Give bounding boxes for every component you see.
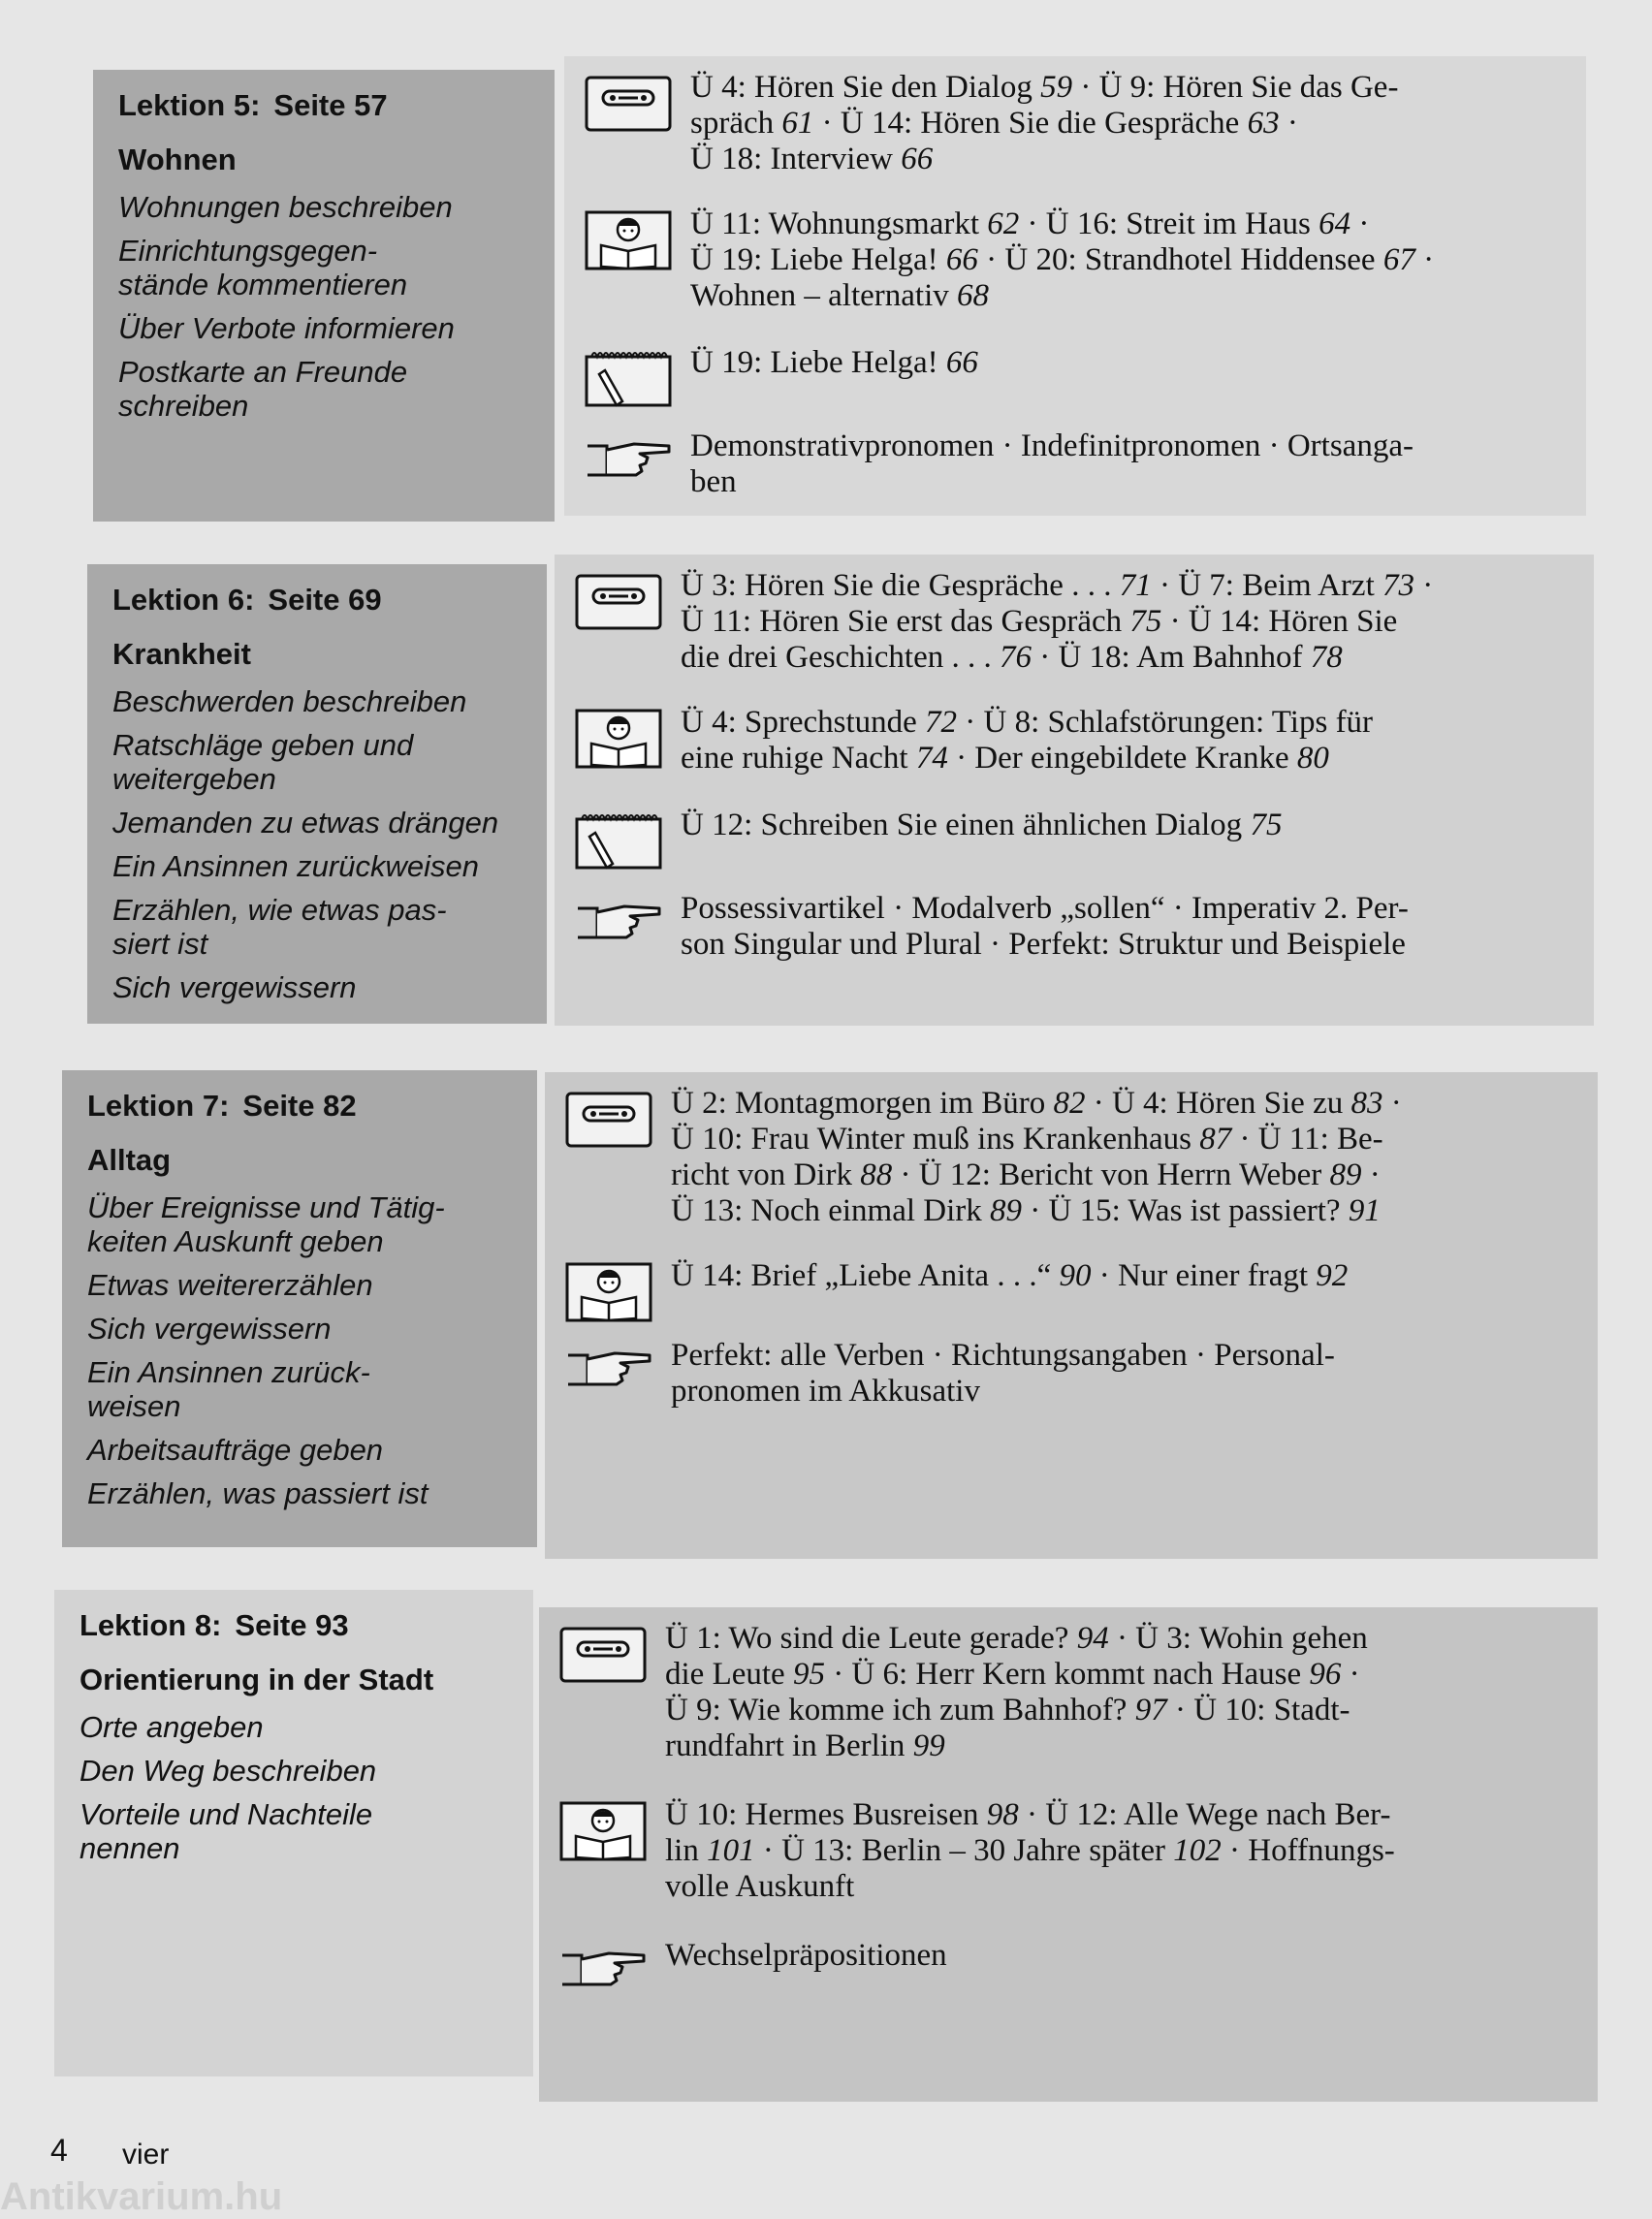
lesson-7-goal: Ein Ansinnen zurück- weisen	[87, 1355, 370, 1423]
watermark: Antikvarium.hu	[0, 2175, 283, 2218]
reading-child-icon	[564, 1262, 653, 1322]
lesson-8-activities	[539, 1607, 1598, 2102]
lesson-6-goal: Sich vergewissern	[112, 970, 357, 1004]
lesson-5-heading: Lektion 5: Seite 57	[118, 88, 388, 122]
lesson-5-activities	[564, 56, 1586, 516]
lesson-5-goal: Über Verbote informieren	[118, 311, 455, 345]
cassette-icon	[584, 74, 673, 134]
lesson-7-goal: Etwas weitererzählen	[87, 1268, 373, 1302]
reading-child-icon	[574, 709, 663, 769]
pointing-hand-icon	[574, 895, 663, 955]
lesson-8-goal: Orte angeben	[79, 1710, 264, 1744]
lesson-8-topic: Orientierung in der Stadt	[79, 1663, 434, 1696]
lesson-5-topic: Wohnen	[118, 143, 237, 176]
lesson-8-heading: Lektion 8: Seite 93	[79, 1608, 349, 1642]
lesson-6-activities	[555, 555, 1594, 1026]
lesson-6-grammar: Possessivartikel · Modalverb „sollen“ · Imperativ 2. Per- son Singular und Plural · Perfekt: Struktur und Beispiele	[574, 891, 1571, 963]
cassette-icon	[574, 572, 663, 632]
lesson-6-goal: Jemanden zu etwas drängen	[112, 806, 499, 840]
lesson-6-goal: Ratschläge geben und weitergeben	[112, 728, 414, 796]
lesson-5-writing: Ü 19: Liebe Helga! 66	[584, 345, 1563, 405]
lesson-6-listening: Ü 3: Hören Sie die Gespräche . . . 71 · Ü 7: Beim Arzt 73 · Ü 11: Hören Sie erst das Gespräch 75 · Ü 14: Hören Sie die drei Geschichten . . . 76 · Ü 18: Am Bahnhof 78	[574, 568, 1571, 676]
lesson-6-topic: Krankheit	[112, 637, 251, 671]
notepad-pencil-icon	[574, 811, 663, 872]
lesson-7-topic: Alltag	[87, 1143, 172, 1177]
lesson-8-reading: Ü 10: Hermes Busreisen 98 · Ü 12: Alle Wege nach Ber- lin 101 · Ü 13: Berlin – 30 Jahre später 102 · Hoffnungs- volle Auskunft	[558, 1797, 1574, 1905]
lesson-7-heading: Lektion 7: Seite 82	[87, 1089, 357, 1123]
lesson-7-goal: Über Ereignisse und Tätig- keiten Auskunft geben	[87, 1190, 445, 1258]
lesson-7-reading: Ü 14: Brief „Liebe Anita . . .“ 90 · Nur einer fragt 92	[564, 1258, 1574, 1318]
page-number-word: vier	[122, 2139, 170, 2171]
cassette-icon	[564, 1090, 653, 1150]
lesson-8-grammar: Wechselpräpositionen	[558, 1938, 1574, 1974]
lesson-7-grammar: Perfekt: alle Verben · Richtungsangaben · Personal- pronomen im Akkusativ	[564, 1338, 1574, 1410]
pointing-hand-icon	[564, 1342, 653, 1402]
lesson-7-activities	[545, 1072, 1598, 1559]
lesson-5-summary	[93, 70, 555, 522]
reading-child-icon	[558, 1801, 648, 1861]
lesson-6-reading: Ü 4: Sprechstunde 72 · Ü 8: Schlafstörungen: Tips für eine ruhige Nacht 74 · Der eingebildete Kranke 80	[574, 705, 1571, 777]
page-number: 4	[50, 2133, 68, 2168]
lesson-8-listening: Ü 1: Wo sind die Leute gerade? 94 · Ü 3: Wohin gehen die Leute 95 · Ü 6: Herr Kern kommt nach Hause 96 · Ü 9: Wie komme ich zum Bahnhof? 97 · Ü 10: Stadt- rundfahrt in Berlin 99	[558, 1621, 1574, 1764]
cassette-icon	[558, 1625, 648, 1685]
lesson-5-goal: Postkarte an Freunde schreiben	[118, 355, 408, 423]
lesson-7-goal: Arbeitsaufträge geben	[87, 1433, 384, 1467]
lesson-6-goal: Ein Ansinnen zurückweisen	[112, 849, 479, 883]
reading-child-icon	[584, 210, 673, 270]
lesson-5-goal: Einrichtungsgegen- stände kommentieren	[118, 234, 408, 301]
lesson-8-summary	[54, 1590, 533, 2076]
lesson-6-goal: Erzählen, wie etwas pas- siert ist	[112, 893, 447, 961]
lesson-5-goal: Wohnungen beschreiben	[118, 190, 453, 224]
lesson-7-goal: Sich vergewissern	[87, 1312, 332, 1346]
pointing-hand-icon	[584, 432, 673, 492]
lesson-7-goal: Erzählen, was passiert ist	[87, 1476, 429, 1510]
lesson-6-heading: Lektion 6: Seite 69	[112, 583, 382, 617]
pointing-hand-icon	[558, 1942, 648, 2002]
lesson-7-summary	[62, 1070, 537, 1547]
lesson-5-reading: Ü 11: Wohnungsmarkt 62 · Ü 16: Streit im Haus 64 · Ü 19: Liebe Helga! 66 · Ü 20: Strandhotel Hiddensee 67 · Wohnen – alternativ 68	[584, 206, 1563, 314]
lesson-7-listening: Ü 2: Montagmorgen im Büro 82 · Ü 4: Hören Sie zu 83 · Ü 10: Frau Winter muß ins Krankenhaus 87 · Ü 11: Be- richt von Dirk 88 · Ü 12: Bericht von Herrn Weber 89 · Ü 13: Noch einmal Dirk 89 · Ü 15: Was ist passiert? 91	[564, 1086, 1574, 1229]
lesson-8-goal: Den Weg beschreiben	[79, 1754, 377, 1788]
lesson-6-goal: Beschwerden beschreiben	[112, 684, 467, 718]
lesson-6-writing: Ü 12: Schreiben Sie einen ähnlichen Dialog 75	[574, 808, 1571, 868]
notepad-pencil-icon	[584, 349, 673, 409]
lesson-6-summary	[87, 564, 547, 1024]
lesson-5-grammar: Demonstrativpronomen · Indefinitpronomen · Ortsanga- ben	[584, 428, 1563, 500]
lesson-8-goal: Vorteile und Nachteile nennen	[79, 1797, 373, 1865]
lesson-5-listening: Ü 4: Hören Sie den Dialog 59 · Ü 9: Hören Sie das Ge- spräch 61 · Ü 14: Hören Sie die Gespräche 63 · Ü 18: Interview 66	[584, 70, 1563, 177]
